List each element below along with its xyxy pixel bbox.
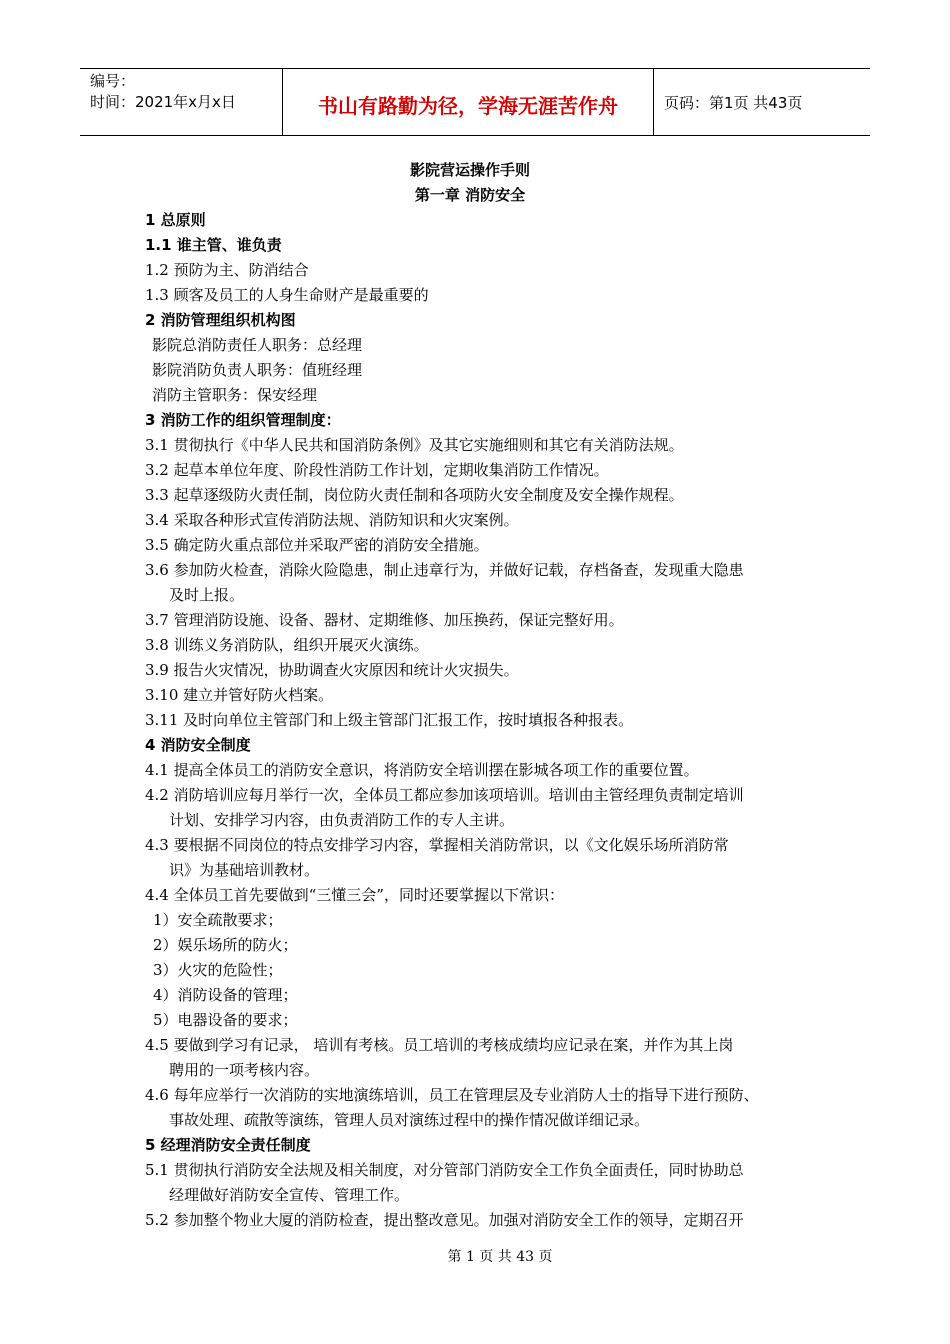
body-line: 4.2 消防培训应每月举行一次，全体员工都应参加该项培训。培训由主管经理负责制定培训 — [145, 786, 744, 804]
body-line: 事故处理、疏散等演练，管理人员对演练过程中的操作情况做详细记录。 — [169, 1111, 650, 1129]
body-line: 3）火灾的危险性； — [153, 961, 283, 979]
body-line: 4.5 要做到学习有记录， 培训有考核。员工培训的考核成绩均应记录在案，并作为其上岗 — [145, 1036, 734, 1054]
body-line: 3.9 报告火灾情况，协助调查火灾原因和统计火灾损失。 — [145, 661, 519, 679]
body-line: 3.3 起草逐级防火责任制，岗位防火责任制和各项防火安全制度及安全操作规程。 — [145, 486, 684, 504]
document-body — [145, 158, 825, 1233]
body-line: 识》为基础培训教材。 — [169, 861, 320, 879]
chapter-title: 第一章 消防安全 — [414, 186, 526, 204]
body-lines — [145, 208, 825, 1233]
body-line: 聘用的一项考核内容。 — [169, 1061, 320, 1079]
document-number-label: 编号： — [90, 72, 136, 90]
body-line: 5.2 参加整个物业大厦的消防检查，提出整改意见。加强对消防安全工作的领导，定期召开 — [145, 1211, 744, 1229]
body-line: 影院总消防责任人职务：总经理 — [152, 336, 363, 354]
body-line: 4.6 每年应举行一次消防的实地演练培训，员工在管理层及专业消防人士的指导下进行预防、 — [145, 1086, 759, 1104]
body-line: 计划、安排学习内容，由负责消防工作的专人主讲。 — [169, 811, 515, 829]
body-line: 2）娱乐场所的防火； — [153, 936, 298, 954]
body-line: 5）电器设备的要求； — [153, 1011, 298, 1029]
page-header — [80, 68, 870, 136]
body-line: 3.6 参加防火检查，消除火险隐患，制止违章行为，并做好记载，存档备查，发现重大隐患 — [145, 561, 744, 579]
header-left-cell — [80, 69, 282, 135]
body-line: 3.4 采取各种形式宣传消防法规、消防知识和火灾案例。 — [145, 511, 519, 529]
section-heading: 2 消防管理组织机构图 — [145, 311, 296, 329]
body-line: 1）安全疏散要求； — [153, 911, 283, 929]
body-line: 3.11 及时向单位主管部门和上级主管部门汇报工作，按时填报各种报表。 — [145, 711, 634, 729]
section-heading: 1 总原则 — [145, 211, 206, 229]
body-line: 消防主管职务：保安经理 — [152, 386, 318, 404]
body-line: 3.10 建立并管好防火档案。 — [145, 686, 334, 704]
body-line: 影院消防负责人职务：值班经理 — [152, 361, 363, 379]
body-line: 3.8 训练义务消防队，组织开展灭火演练。 — [145, 636, 429, 654]
header-page-info: 页码：第1页 共43页 — [664, 93, 803, 112]
section-heading: 1.1 谁主管、谁负责 — [145, 236, 282, 254]
body-line: 5.1 贯彻执行消防安全法规及相关制度，对分管部门消防安全工作负全面责任，同时协助总 — [145, 1161, 744, 1179]
body-line: 4.3 要根据不同岗位的特点安排学习内容，掌握相关消防常识，以《文化娱乐场所消防常 — [145, 836, 729, 854]
section-heading: 4 消防安全制度 — [145, 736, 251, 754]
body-line: 1.3 顾客及员工的人身生命财产是最重要的 — [145, 286, 429, 304]
body-line: 1.2 预防为主、防消结合 — [145, 261, 309, 279]
body-line: 4）消防设备的管理； — [153, 986, 298, 1004]
page-footer: 第 1 页 共 43 页 — [447, 1249, 553, 1265]
body-line: 及时上报。 — [169, 586, 245, 604]
section-heading: 5 经理消防安全责任制度 — [145, 1136, 311, 1154]
body-line: 经理做好消防安全宣传、管理工作。 — [169, 1186, 410, 1204]
document-title: 影院营运操作手则 — [409, 161, 530, 179]
body-line: 4.4 全体员工首先要做到“三懂三会”，同时还要掌握以下常识： — [145, 886, 564, 904]
body-line: 3.5 确定防火重点部位并采取严密的消防安全措施。 — [145, 536, 489, 554]
body-line: 3.2 起草本单位年度、阶段性消防工作计划，定期收集消防工作情况。 — [145, 461, 609, 479]
section-heading: 3 消防工作的组织管理制度： — [145, 411, 341, 429]
body-line: 3.1 贯彻执行《中华人民共和国消防条例》及其它实施细则和其它有关消防法规。 — [145, 436, 684, 454]
body-line: 4.1 提高全体员工的消防安全意识，将消防安全培训摆在影城各项工作的重要位置。 — [145, 761, 699, 779]
body-line: 3.7 管理消防设施、设备、器材、定期维修、加压换药，保证完整好用。 — [145, 611, 624, 629]
header-motto: 书山有路勤为径，学海无涯苦作舟 — [282, 69, 654, 135]
document-date: 时间：2021年x月x日 — [90, 93, 236, 111]
